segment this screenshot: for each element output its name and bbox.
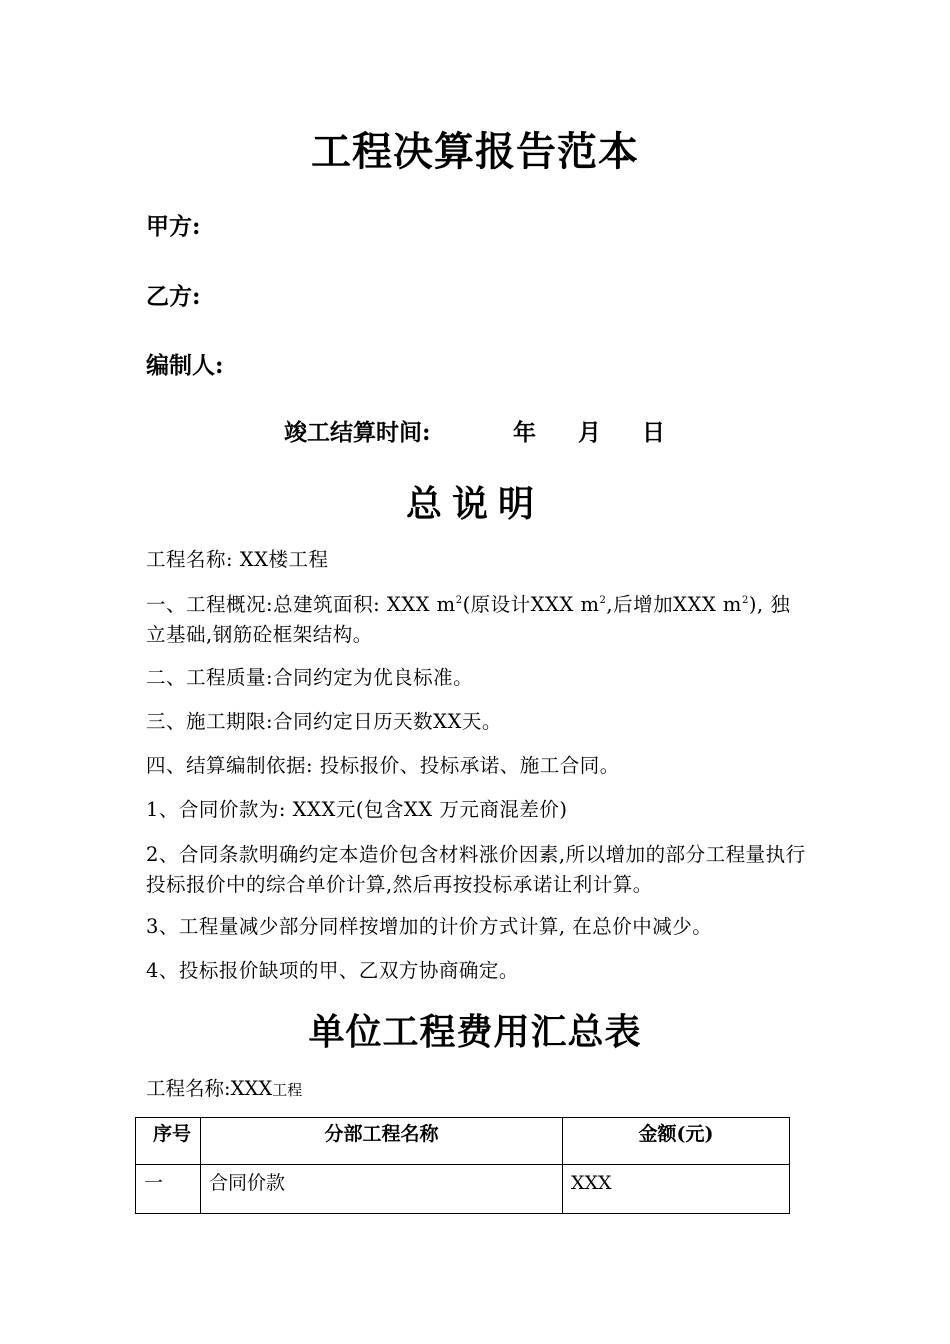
project-overview-paragraph <box>146 590 806 650</box>
party-a-label: 甲方: <box>146 213 201 240</box>
contract-price-line: 1、合同价款为: XXX元(包含XX 万元商混差价) <box>146 798 568 821</box>
overview-text-a: 一、工程概况:总建筑面积: XXX m <box>146 593 456 616</box>
overview-text-c: ,后增加XXX m <box>606 593 742 616</box>
overview-text-b: (原设计XXX m <box>462 593 600 616</box>
summary-project-suffix: 工程 <box>272 1081 303 1099</box>
compiler-label: 编制人: <box>146 352 224 379</box>
completion-date-label: 竣工结算时间: <box>284 419 431 446</box>
cell-amount: XXX <box>563 1165 790 1214</box>
overview-sup-2: 2 <box>599 595 607 606</box>
summary-project-name <box>146 1073 302 1101</box>
date-year: 年 <box>513 419 536 446</box>
cell-index: 一 <box>136 1165 201 1214</box>
reduction-line: 3、工程量减少部分同样按增加的计价方式计算, 在总价中减少。 <box>146 915 713 938</box>
date-day: 日 <box>642 419 665 446</box>
price-terms-paragraph: 2、合同条款明确约定本造价包含材料涨价因素,所以增加的部分工程量执行投标报价中的综合单价计算,然后再按投标承诺让利计算。 <box>146 843 806 896</box>
summary-project-label: 工程名称:XXX <box>146 1077 273 1100</box>
missing-items-line: 4、投标报价缺项的甲、乙双方协商确定。 <box>146 959 519 982</box>
date-month: 月 <box>578 419 601 446</box>
overview-text-d: ), 独立基础,钢筋砼框架结构。 <box>146 593 791 646</box>
basis-line: 四、结算编制依据: 投标报价、投标承诺、施工合同。 <box>146 754 620 777</box>
quality-line: 二、工程质量:合同约定为优良标准。 <box>146 666 474 689</box>
overview-sup-3: 2 <box>741 595 749 606</box>
header-amount: 金额(元) <box>563 1118 790 1165</box>
cost-summary-title: 单位工程费用汇总表 <box>308 1011 642 1053</box>
document-title: 工程决算报告范本 <box>311 128 639 175</box>
cell-name: 合同价款 <box>201 1165 563 1214</box>
project-name-line: 工程名称: XX楼工程 <box>146 548 329 571</box>
overview-sup-1: 2 <box>455 595 463 606</box>
header-subproject-name: 分部工程名称 <box>201 1118 563 1165</box>
period-line: 三、施工期限:合同约定日历天数XX天。 <box>146 710 502 733</box>
table-header-row <box>136 1118 790 1165</box>
table-row <box>136 1165 790 1214</box>
cost-summary-table <box>135 1117 790 1214</box>
general-description-title: 总说明 <box>405 483 544 525</box>
header-index: 序号 <box>136 1118 201 1165</box>
party-b-label: 乙方: <box>146 283 201 310</box>
